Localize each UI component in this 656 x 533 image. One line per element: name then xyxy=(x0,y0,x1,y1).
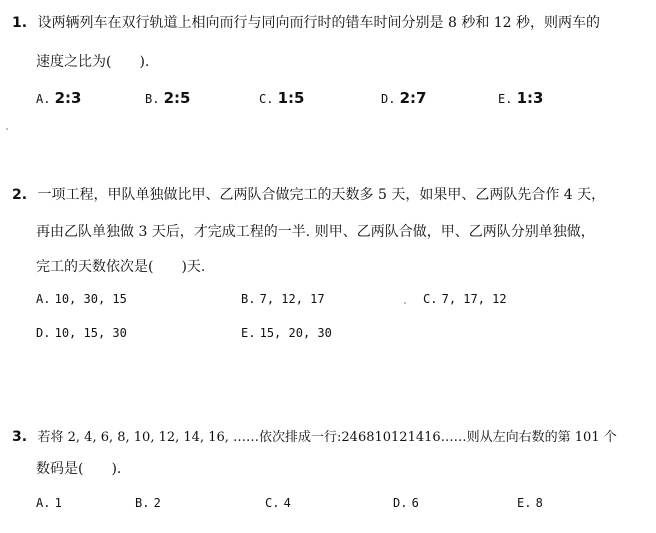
option-letter: E. xyxy=(241,326,256,340)
option-letter: A. xyxy=(36,496,51,510)
question-2-option-b[interactable] xyxy=(241,290,325,309)
question-2-option-a[interactable] xyxy=(36,290,127,309)
option-letter: D. xyxy=(381,92,396,106)
question-1-line-1 xyxy=(12,14,600,32)
option-value: 7, 17, 12 xyxy=(441,292,507,306)
option-value: 2:5 xyxy=(163,89,191,107)
question-2-option-c[interactable] xyxy=(423,290,507,309)
option-value: 10, 15, 30 xyxy=(54,326,127,340)
question-2-option-d[interactable] xyxy=(36,324,127,343)
question-2-option-e[interactable] xyxy=(241,324,332,343)
question-3-option-a[interactable] xyxy=(36,494,62,513)
question-1-option-c[interactable] xyxy=(259,89,304,109)
question-1-stem-line-1: 设两辆列车在双行轨道上相向而行与同向而行时的错车时间分别是 8 秒和 12 秒，则两车的 xyxy=(37,15,601,31)
question-1-stem-line-2: 速度之比为( ). xyxy=(36,54,150,70)
option-value: 4 xyxy=(283,496,291,510)
option-value: 2:7 xyxy=(399,89,427,107)
question-2-stem-line-2: 再由乙队单独做 3 天后，才完成工程的一半. 则甲、乙两队合做，甲、乙两队分别单独做， xyxy=(36,224,595,240)
option-value: 10, 30, 15 xyxy=(54,292,127,306)
question-2-number: 2. xyxy=(12,187,28,203)
option-value: 2:3 xyxy=(54,89,82,107)
question-3-line-1 xyxy=(12,428,617,447)
option-letter: E. xyxy=(498,92,513,106)
question-3-option-d[interactable] xyxy=(393,494,419,513)
option-letter: C. xyxy=(423,292,438,306)
option-value: 1:5 xyxy=(277,89,305,107)
question-1-option-a[interactable] xyxy=(36,89,81,109)
scan-speck xyxy=(6,128,8,130)
option-letter: B. xyxy=(135,496,150,510)
option-value: 6 xyxy=(411,496,419,510)
option-value: 7, 12, 17 xyxy=(259,292,325,306)
question-1-option-b[interactable] xyxy=(145,89,190,109)
option-value: 2 xyxy=(153,496,161,510)
option-letter: B. xyxy=(241,292,256,306)
option-letter: E. xyxy=(517,496,532,510)
option-value: 1 xyxy=(54,496,62,510)
option-letter: C. xyxy=(265,496,280,510)
question-2-line-1 xyxy=(12,186,605,204)
option-value: 1:3 xyxy=(516,89,544,107)
question-3-stem-line-1: 若将 2, 4, 6, 8, 10, 12, 14, 16, ……依次排成一行:246810121416……则从左向右数的第 101 个 xyxy=(37,430,617,445)
question-1-option-d[interactable] xyxy=(381,89,426,109)
question-3-option-c[interactable] xyxy=(265,494,291,513)
question-3-stem-line-2: 数码是( ). xyxy=(36,461,122,477)
option-value: 15, 20, 30 xyxy=(259,326,332,340)
option-letter: B. xyxy=(145,92,160,106)
question-3-option-e[interactable] xyxy=(517,494,543,513)
scan-speck xyxy=(404,302,406,304)
question-1-option-e[interactable] xyxy=(498,89,543,109)
option-letter: A. xyxy=(36,92,51,106)
question-3-option-b[interactable] xyxy=(135,494,161,513)
option-letter: D. xyxy=(36,326,51,340)
option-letter: D. xyxy=(393,496,408,510)
option-letter: C. xyxy=(259,92,274,106)
option-value: 8 xyxy=(535,496,543,510)
question-2-stem-line-1: 一项工程，甲队单独做比甲、乙两队合做完工的天数多 5 天，如果甲、乙两队先合作 4 天， xyxy=(37,187,606,203)
option-letter: A. xyxy=(36,292,51,306)
question-1-number: 1. xyxy=(12,15,28,31)
question-3-number: 3. xyxy=(12,429,28,445)
question-2-stem-line-3: 完工的天数依次是( )天. xyxy=(36,259,206,275)
